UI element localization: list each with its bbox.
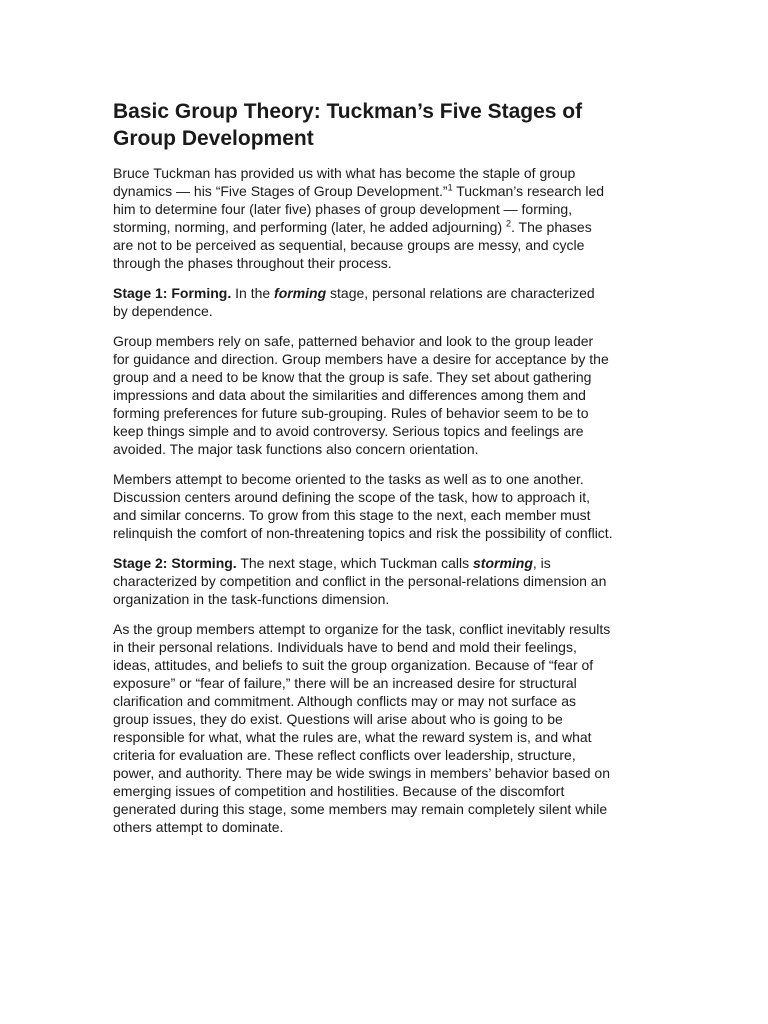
footnote-marker-1[interactable]: 1 — [447, 182, 453, 193]
stage1-text-b: stage, personal relations are characterized by dependence. — [113, 285, 595, 319]
document-page — [113, 98, 613, 848]
stage2-paragraph — [113, 554, 613, 608]
stage2-text-a: The next stage, which Tuckman calls — [236, 555, 473, 571]
intro-text-3: . The phases are not to be perceived as sequential, because groups are messy, and cycle through the phases throughout their process. — [113, 219, 592, 271]
intro-text-2: Tuckman’s research led him to determine four (later five) phases of group development — forming, storming, norming, and performing (later, he added adjourning) — [113, 183, 605, 235]
stage2-paragraph-2: As the group members attempt to organize for the task, conflict inevitably results in their personal relations. Individuals have to bend and mold their feelings, ideas, attitudes, and beliefs to suit the group organization. Because of “fear of exposure” or “fear of failure,” there will be an increased desire for structural clarification and commitment. Although conflicts may or may not surface as group issues, they do exist. Questions will arise about who is going to be responsible for what, what the rules are, what the reward system is, and what criteria for evaluation are. These reflect conflicts over leadership, structure, power, and authority. There may be wide swings in members’ behavior based on emerging issues of competition and hostilities. Because of the discomfort generated during this stage, some members may remain completely silent while others attempt to dominate. — [113, 621, 611, 835]
stage2-text-b: , is characterized by competition and conflict in the personal-relations dimension an organization in the task-functions dimension. — [113, 555, 607, 607]
stage1-text-a: In the — [231, 285, 275, 301]
stage2-term: storming — [473, 555, 533, 571]
document-title: Basic Group Theory: Tuckman’s Five Stages of Group Development — [113, 100, 583, 150]
stage1-paragraph-2: Group members rely on safe, patterned behavior and look to the group leader for guidance and direction. Group members have a desire for acceptance by the group and a need to be know that the group is safe. They set about gathering impressions and data about the similarities and differences among them and forming preferences for future sub-grouping. Rules of behavior seem to be to keep things simple and to avoid controversy. Serious topics and feelings are avoided. The major task functions also concern orientation. — [113, 333, 609, 457]
stage2-heading: Stage 2: Storming. — [113, 555, 237, 571]
intro-paragraph — [113, 164, 613, 272]
stage1-heading: Stage 1: Forming. — [113, 285, 232, 301]
stage1-term: forming — [274, 285, 327, 301]
stage1-paragraph-3: Members attempt to become oriented to the tasks as well as to one another. Discussion centers around defining the scope of the task, how to approach it, and similar concerns. To grow from this stage to the next, each member must relinquish the comfort of non-threatening topics and risk the possibility of conflict. — [113, 471, 613, 541]
footnote-marker-2[interactable]: 2 — [506, 218, 512, 229]
stage1-paragraph — [113, 284, 613, 320]
intro-text-1: Bruce Tuckman has provided us with what has become the staple of group dynamics — his “Five Stages of Group Development.” — [113, 165, 576, 199]
